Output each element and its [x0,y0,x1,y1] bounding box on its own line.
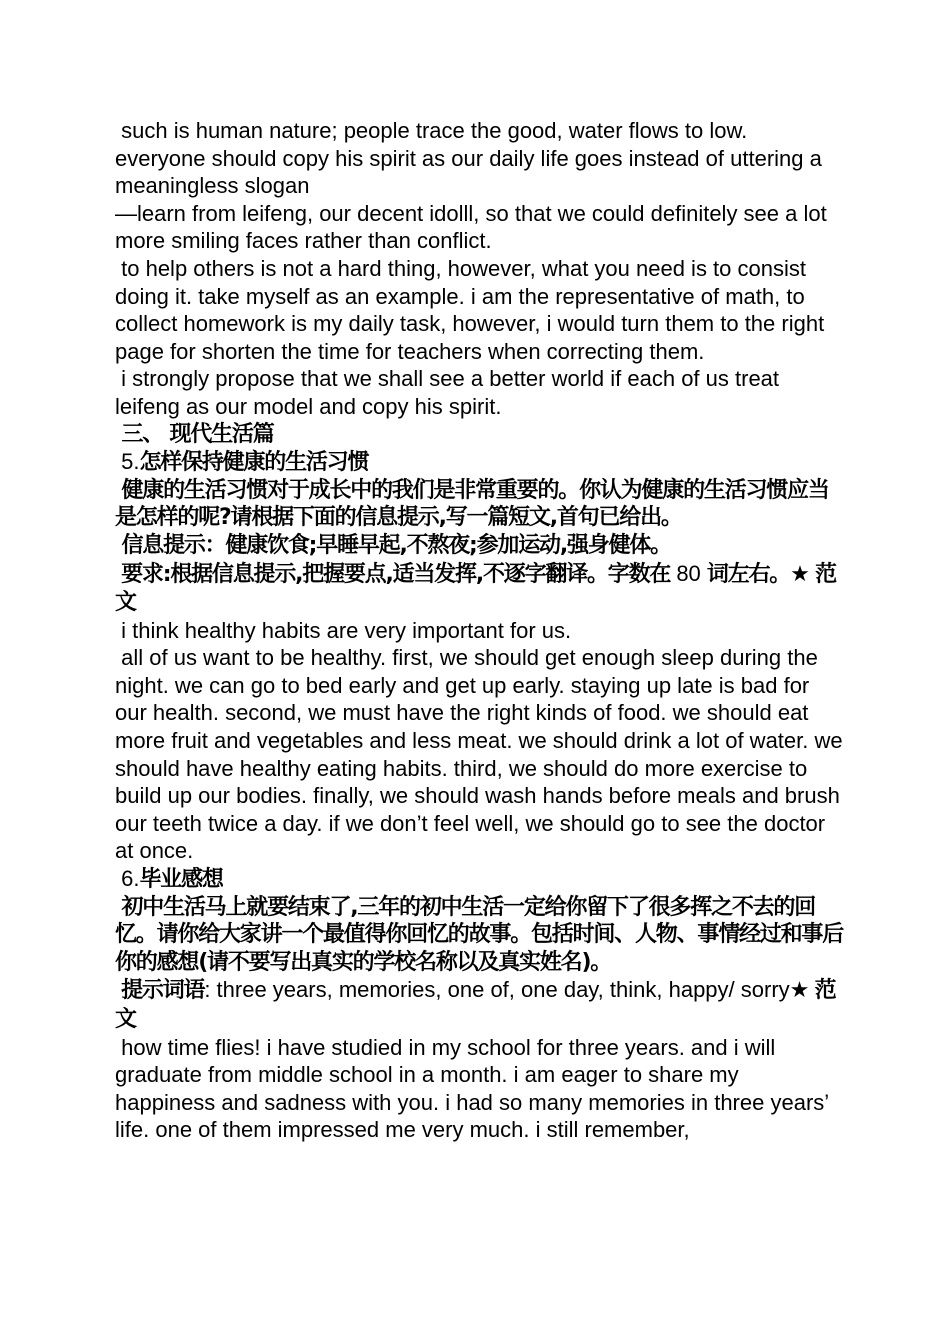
topic-6-hint-words: : three years, memories, one of, one day, think, happy/ sorry [204,977,790,1003]
topic-5-first-sentence: i think healthy habits are very important for us. [121,617,572,643]
topic-6-number: 6. [121,866,140,892]
topic-6-hint-label: 提示词语 [121,978,205,1004]
section-heading-modern-life: 三、 现代生活篇 [121,421,274,447]
topic-6-title: 毕业感想 [139,867,223,893]
topic-5-number: 5. [121,449,140,475]
topic-6-hints [115,976,843,1033]
topic-5-requirements-text: 要求:根据信息提示,把握要点,适当发挥,不逐字翻译。字数在 [121,561,671,587]
paragraph-learn-from-leifeng: —learn from leifeng, our decent idolll, so that we could definitely see a lot more smiling faces rather than conflict. [115,200,827,254]
paragraph-propose: i strongly propose that we shall see a better world if each of us treat leifeng as our model and copy his spirit. [115,366,780,419]
topic-6-sample-essay: how time flies! i have studied in my school for three years. and i will graduate from middle school in a month. i am eager to share my happiness and sadness with you. i had so many memories in three years’ life. one of them impressed me very much. i still remember, [115,1034,829,1143]
topic-5-sample-essay: all of us want to be healthy. first, we should get enough sleep during the night. we can go to bed early and get up early. staying up late is bad for our health. second, we must have the right kinds of food. we should eat more fruit and vegetables and less meat. we should drink a lot of water. we should have healthy eating habits. third, we should do more exercise to build up our bodies. finally, we should wash hands before meals and brush our teeth twice a day. if we don’t feel well, we should go to see the doctor at once. [115,645,843,864]
topic-5-word-count: 80 [670,560,707,586]
topic-5-info-hints: 信息提示：健康饮食;早睡早起,不熬夜;参加运动,强身健体。 [121,532,671,558]
topic-5-requirements [115,560,843,617]
topic-5-prompt: 健康的生活习惯对于成长中的我们是非常重要的。你认为健康的生活习惯应当是怎样的呢?请根据下面的信息提示,写一篇短文,首句已给出。 [115,477,829,531]
paragraph-human-nature: such is human nature; people trace the good, water flows to low. everyone should copy his spirit as our daily life goes instead of uttering a meaningless slogan [115,118,822,199]
topic-6-heading [115,865,843,894]
topic-5-title: 怎样保持健康的生活习惯 [139,450,369,476]
topic-6-prompt: 初中生活马上就要结束了,三年的初中生活一定给你留下了很多挥之不去的回忆。请你给大家讲一个最值得你回忆的故事。包括时间、人物、事情经过和事后你的感想(请不要写出真实的学校名称以及真实姓名)。 [115,894,844,975]
paragraph-help-others: to help others is not a hard thing, however, what you need is to consist doing it. take myself as an example. i am the representative of math, to collect homework is my daily task, however, i would turn them to the right page for shorten the time for teachers when correcting them. [115,255,825,364]
document-page [115,117,843,1144]
topic-6-sample-label: ★ 范文 [115,978,836,1032]
topic-5-heading [115,448,843,477]
topic-5-requirements-tail: 词左右。★ 范文 [115,561,836,616]
